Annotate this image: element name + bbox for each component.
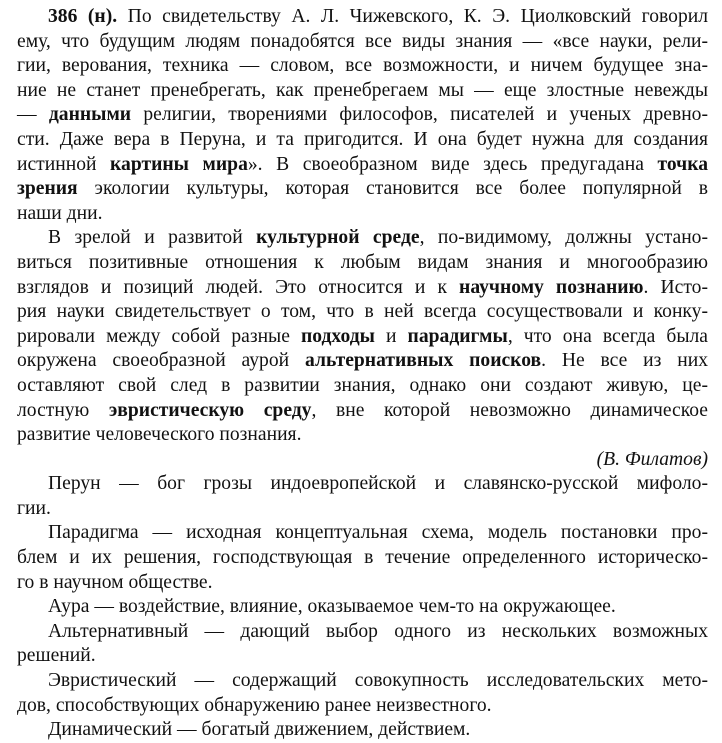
text-line: В зрелой и развитой культурной среде, по-видимому, должны устано-	[48, 227, 708, 249]
key-term: научному познанию	[459, 276, 644, 298]
glossary-entry	[17, 718, 708, 743]
glossary-entry	[17, 521, 708, 595]
text-line: окружена своеобразной аурой альтернативных поисков. Не все из них	[17, 350, 709, 372]
key-term: подходы	[300, 325, 375, 347]
text-line: развитие человеческого познания.	[17, 424, 302, 446]
text-line: Аура — воздействие, влияние, оказываемое чем-то на окружающее.	[48, 596, 616, 618]
text-line: гии.	[17, 497, 51, 519]
text-line: истинной картины мира». В своеобразном виде здесь предугадана точка	[17, 153, 708, 175]
text-line: ему, что будущим людям понадобятся все виды знания — «все науки, рели-	[17, 30, 708, 52]
author-attribution: (В. Филатов)	[596, 448, 708, 470]
key-term: картины мира	[110, 153, 248, 175]
glossary-entry	[17, 620, 708, 669]
key-term: зрения	[17, 178, 78, 200]
glossary	[17, 472, 708, 743]
text-line: дов, способствующих обнаружению ранее неизвестного.	[17, 694, 492, 716]
glossary-entry	[17, 669, 708, 718]
key-term: эвристическую среду	[108, 399, 312, 421]
text-line: блем и их решения, господствующая в течение определенного историческо-	[17, 547, 708, 569]
text-line: виться позитивные отношения к любым видам знания и многообразию	[17, 251, 708, 273]
text-line: гии, верования, техника — словом, все возможности, и ничем будущее зна-	[17, 55, 708, 77]
text-line: рировали между собой разные подходы и парадигмы, что она всегда была	[17, 325, 708, 347]
text-line: оставляют свой след в развитии знания, однако они создают живую, це-	[17, 374, 708, 396]
text-line: наши дни.	[17, 202, 103, 224]
text-line: взглядов и позиций людей. Это относится и к научному познанию. Исто-	[17, 276, 708, 298]
text-line: Парадигма — исходная концептуальная схема, модель постановки про-	[48, 522, 708, 544]
key-term: парадигмы	[407, 325, 508, 347]
text-line: Альтернативный — дающий выбор одного из нескольких возможных	[48, 620, 708, 642]
glossary-entry	[17, 472, 708, 521]
text-line: Перун — бог грозы индоевропейской и славянско-русской мифоло-	[48, 473, 708, 495]
text-line: рия науки свидетельствует о том, что в ней всегда сосуществовали и конку-	[17, 301, 708, 323]
text-line: лостную эвристическую среду, вне которой невозможно динамическое	[17, 399, 708, 421]
text-line: Динамический — богатый движением, действием.	[48, 719, 471, 741]
exercise-page	[17, 5, 708, 743]
text-line: решений.	[17, 645, 96, 667]
text-line: го в научном обществе.	[17, 571, 213, 593]
text-line: Эвристический — содержащий совокупность исследовательских мето-	[48, 670, 708, 692]
key-term: культурной среде	[256, 227, 420, 249]
text-line: 386 (н). По свидетельству А. Л. Чижевского, К. Э. Циолковский говорил	[48, 6, 709, 27]
text-line: сти. Даже вера в Перуна, и та пригодится. И она будет нужна для создания	[17, 128, 708, 150]
text-line: — данными религии, творениями философов, писателей и ученых древно-	[17, 104, 708, 126]
exercise-paragraph-1	[17, 5, 708, 226]
exercise-number: 386 (н).	[48, 6, 118, 27]
key-term: точка	[657, 153, 708, 175]
text-line: зрения экологии культуры, которая становится все более популярной в	[17, 178, 708, 200]
text-line: ние не станет пренебрегать, как пренебрегаем мы — еще злостные невежды	[17, 79, 708, 101]
glossary-entry	[17, 595, 708, 620]
key-term: данными	[48, 104, 132, 126]
key-term: альтернативных поисков	[305, 350, 542, 372]
exercise-paragraph-2	[17, 226, 708, 447]
